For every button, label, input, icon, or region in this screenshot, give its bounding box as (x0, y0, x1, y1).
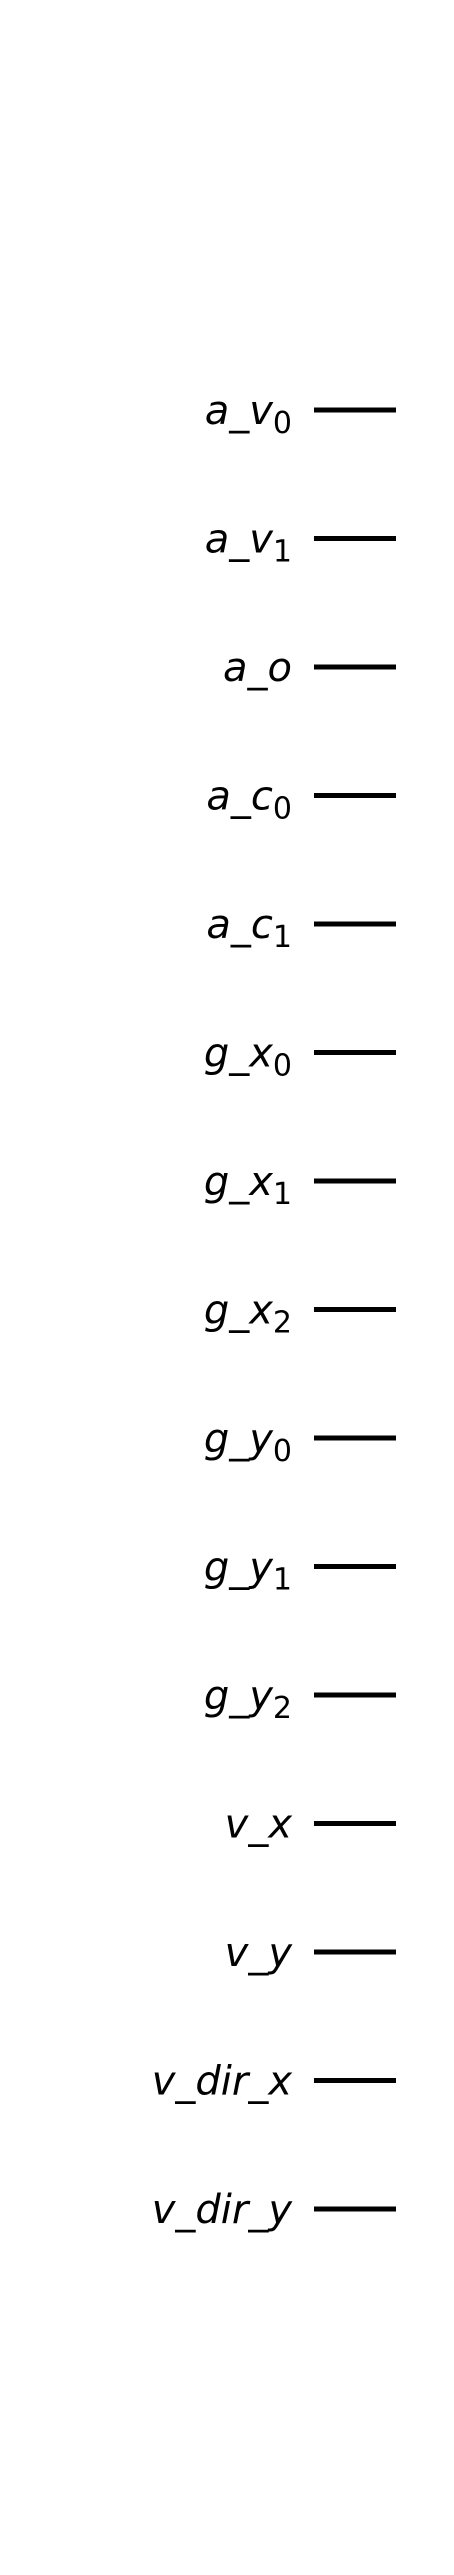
register-label (152, 2059, 293, 2105)
register-label (152, 2187, 294, 2233)
register-label-base: v_x (224, 1801, 292, 1848)
register-label (225, 1930, 294, 1976)
register-label-base: v_y (224, 1930, 292, 1976)
register-label-subscript: 0 (272, 1048, 292, 1084)
register-label-base: v_dir_y (151, 2187, 292, 2233)
register-label-base: a_v (204, 516, 273, 563)
register-label-subscript: 1 (272, 534, 292, 570)
register-label-subscript: 0 (272, 406, 292, 441)
register-label-subscript: 1 (272, 920, 292, 955)
register-label-subscript: 1 (272, 1177, 292, 1212)
register-label-subscript: 2 (272, 1305, 292, 1341)
register-label-subscript: 1 (272, 1562, 292, 1598)
register-label-base: a_v (204, 388, 273, 434)
register-label-base: v_dir_x (151, 2058, 292, 2105)
register-label (223, 645, 292, 691)
register-label-base: g_x (203, 1030, 273, 1077)
register-label-subscript: 2 (272, 1691, 292, 1726)
register-label-base: g_y (203, 1416, 273, 1462)
register-label (225, 1802, 293, 1848)
register-label-base: g_y (203, 1673, 273, 1719)
register-label-subscript: 0 (272, 791, 292, 827)
register-label-base: a_o (223, 645, 292, 691)
register-label-base: a_c (206, 773, 273, 820)
register-label-base: a_c (206, 902, 273, 948)
register-label-subscript: 0 (272, 1434, 292, 1469)
register-label-base: g_x (203, 1159, 273, 1205)
register-label-base: g_y (203, 1544, 273, 1591)
register-label-base: g_x (203, 1287, 273, 1334)
